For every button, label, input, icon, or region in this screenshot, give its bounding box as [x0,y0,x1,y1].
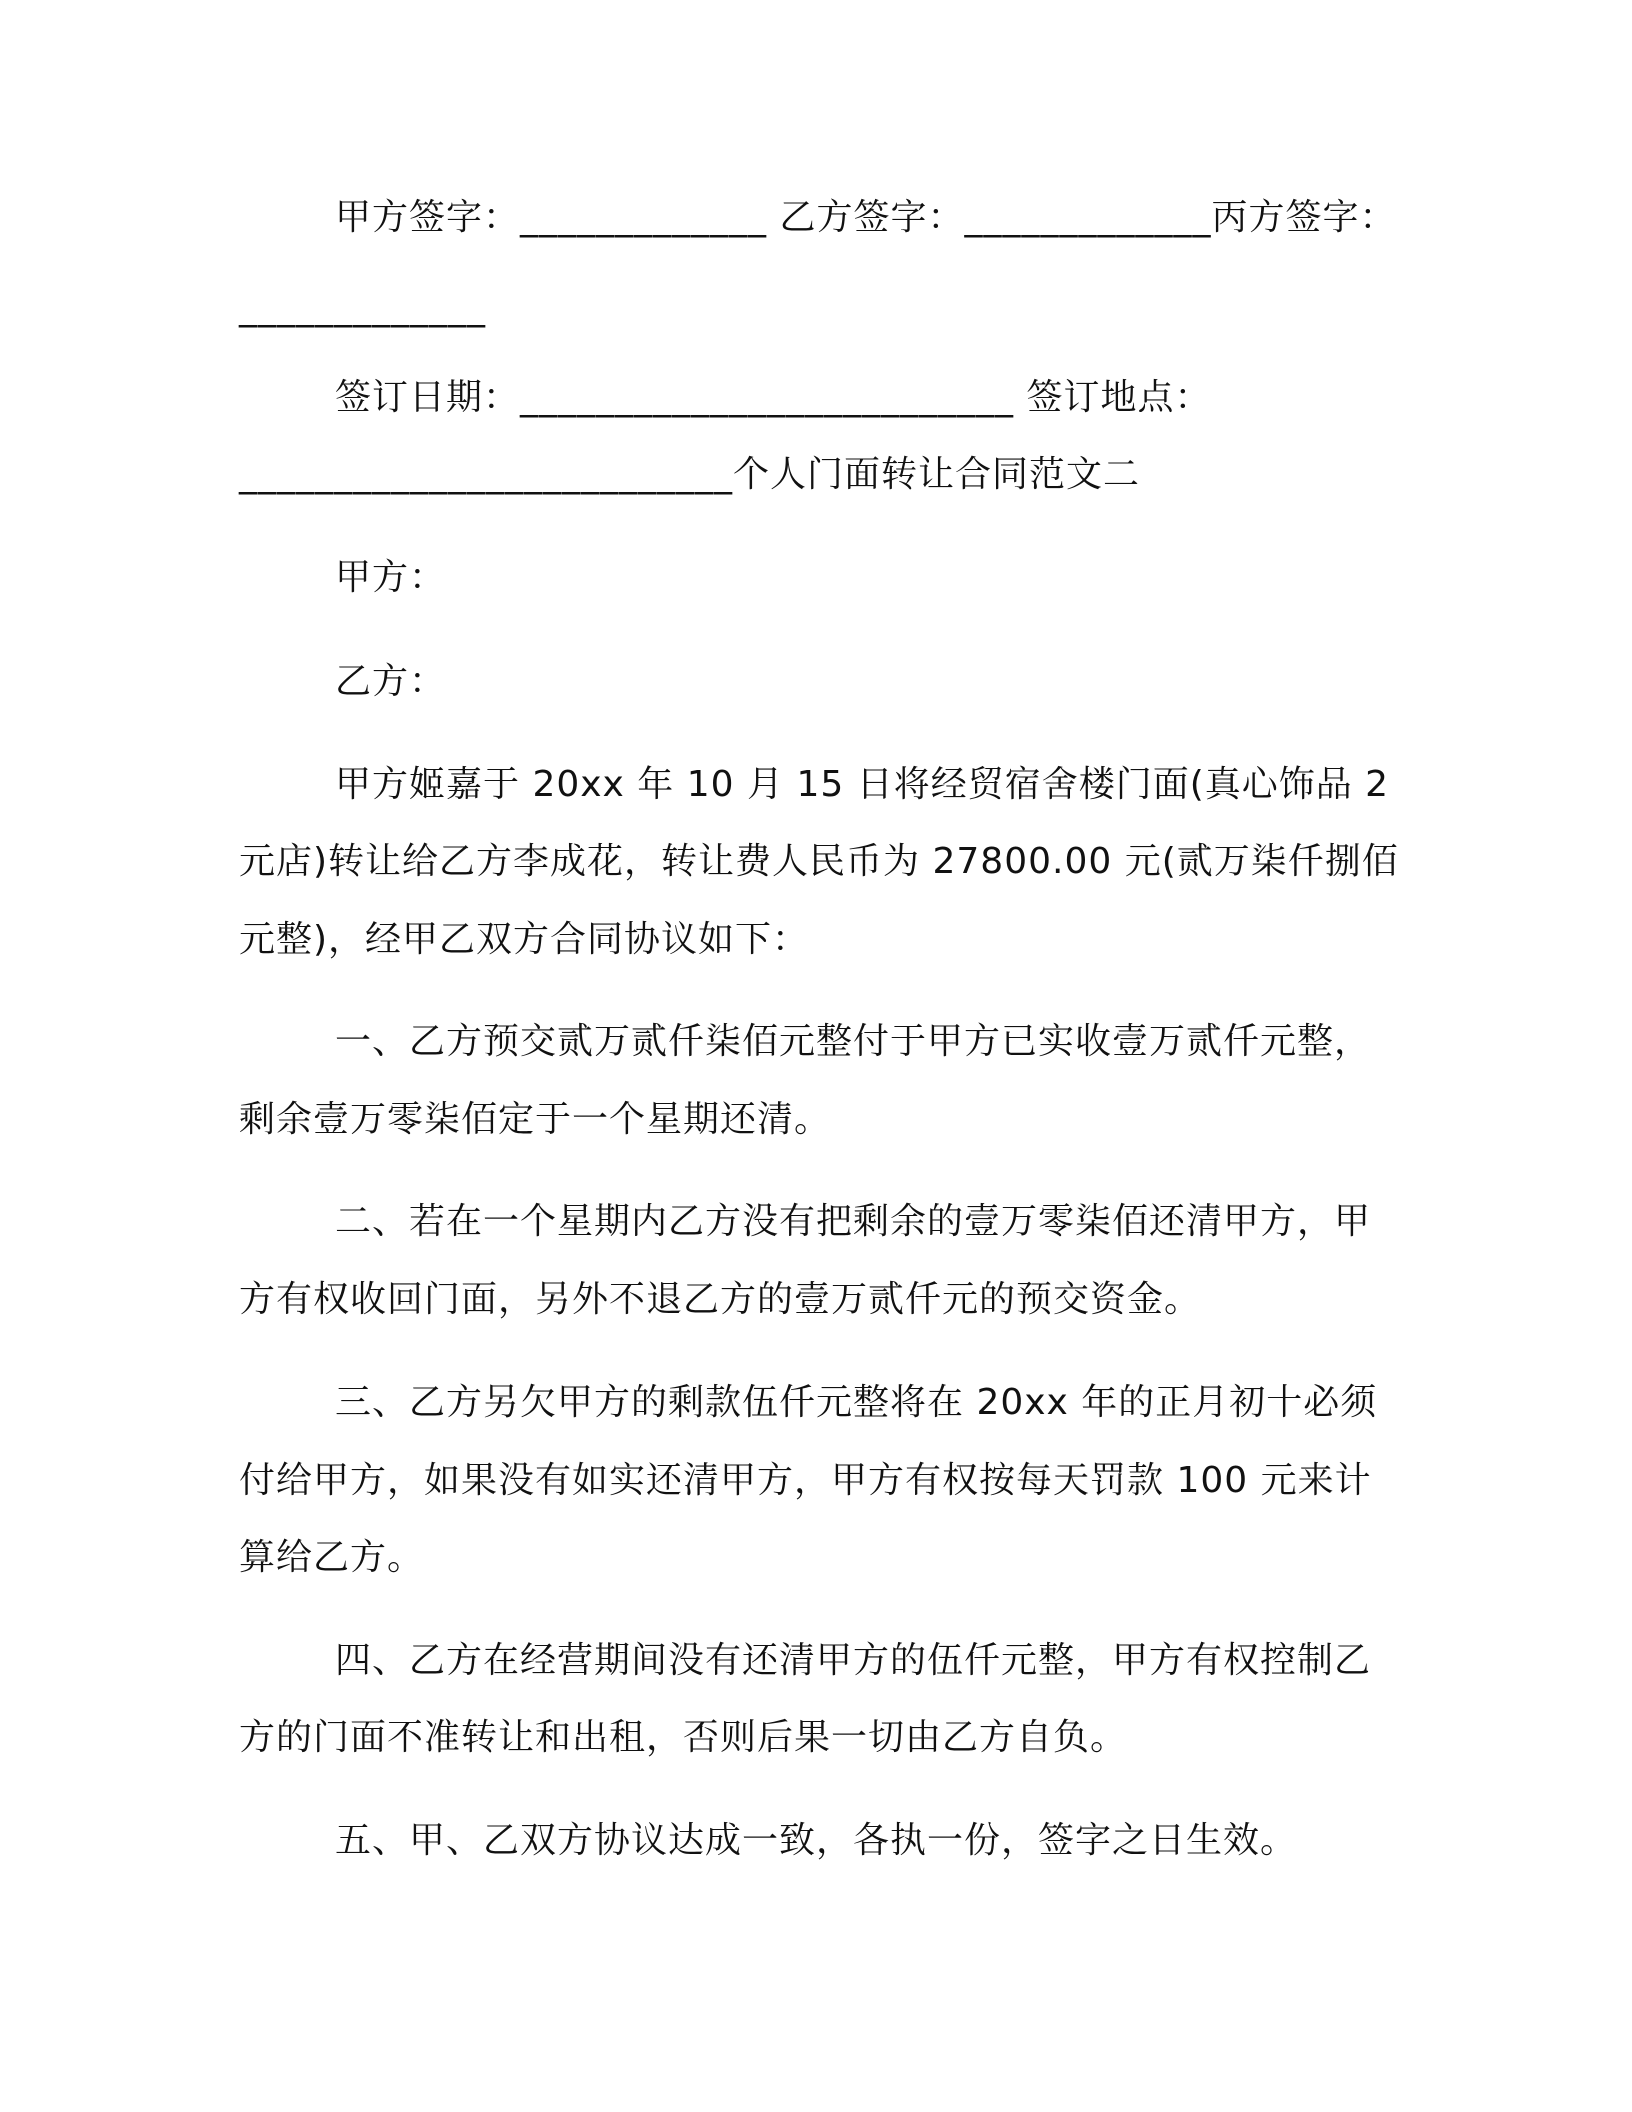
clause-2-line-2: 方有权收回门面，另外不退乙方的壹万贰仟元的预交资金。 [239,1279,1202,1320]
party-a-label: 甲方： [335,557,447,598]
intro-paragraph-line-2: 元店)转让给乙方李成花，转让费人民币为 27800.00 元(贰万柒仟捌佰 [239,841,1399,882]
clause-3-line-1: 三、乙方另欠甲方的剩款伍仟元整将在 20xx 年的正月初十必须 [335,1382,1378,1423]
signature-line-parties: 甲方签字：_____________ 乙方签字：_____________丙方签字： [335,197,1397,238]
signature-line-continued: _____________ [239,287,486,328]
clause-4-line-1: 四、乙方在经营期间没有还清甲方的伍仟元整，甲方有权控制乙 [335,1640,1372,1681]
signing-date-place-line: 签订日期：__________________________ 签订地点： [335,377,1212,418]
clause-3-line-2: 付给甲方，如果没有如实还清甲方，甲方有权按每天罚款 100 元来计 [239,1460,1372,1501]
intro-paragraph-line-3: 元整)，经甲乙双方合同协议如下： [239,919,810,960]
section-title-line: __________________________个人门面转让合同范文二 [239,454,1141,495]
clause-4-line-2: 方的门面不准转让和出租，否则后果一切由乙方自负。 [239,1717,1128,1758]
clause-1-line-2: 剩余壹万零柒佰定于一个星期还清。 [239,1099,832,1140]
clause-2-line-1: 二、若在一个星期内乙方没有把剩余的壹万零柒佰还清甲方，甲 [335,1201,1372,1242]
clause-1-line-1: 一、乙方预交贰万贰仟柒佰元整付于甲方已实收壹万贰仟元整， [335,1021,1372,1062]
party-b-label: 乙方： [335,661,447,702]
clause-3-line-3: 算给乙方。 [239,1537,425,1578]
intro-paragraph-line-1: 甲方姬嘉于 20xx 年 10 月 15 日将经贸宿舍楼门面(真心饰品 2 [335,764,1390,805]
clause-5-line-1: 五、甲、乙双方协议达成一致，各执一份，签字之日生效。 [335,1820,1298,1861]
